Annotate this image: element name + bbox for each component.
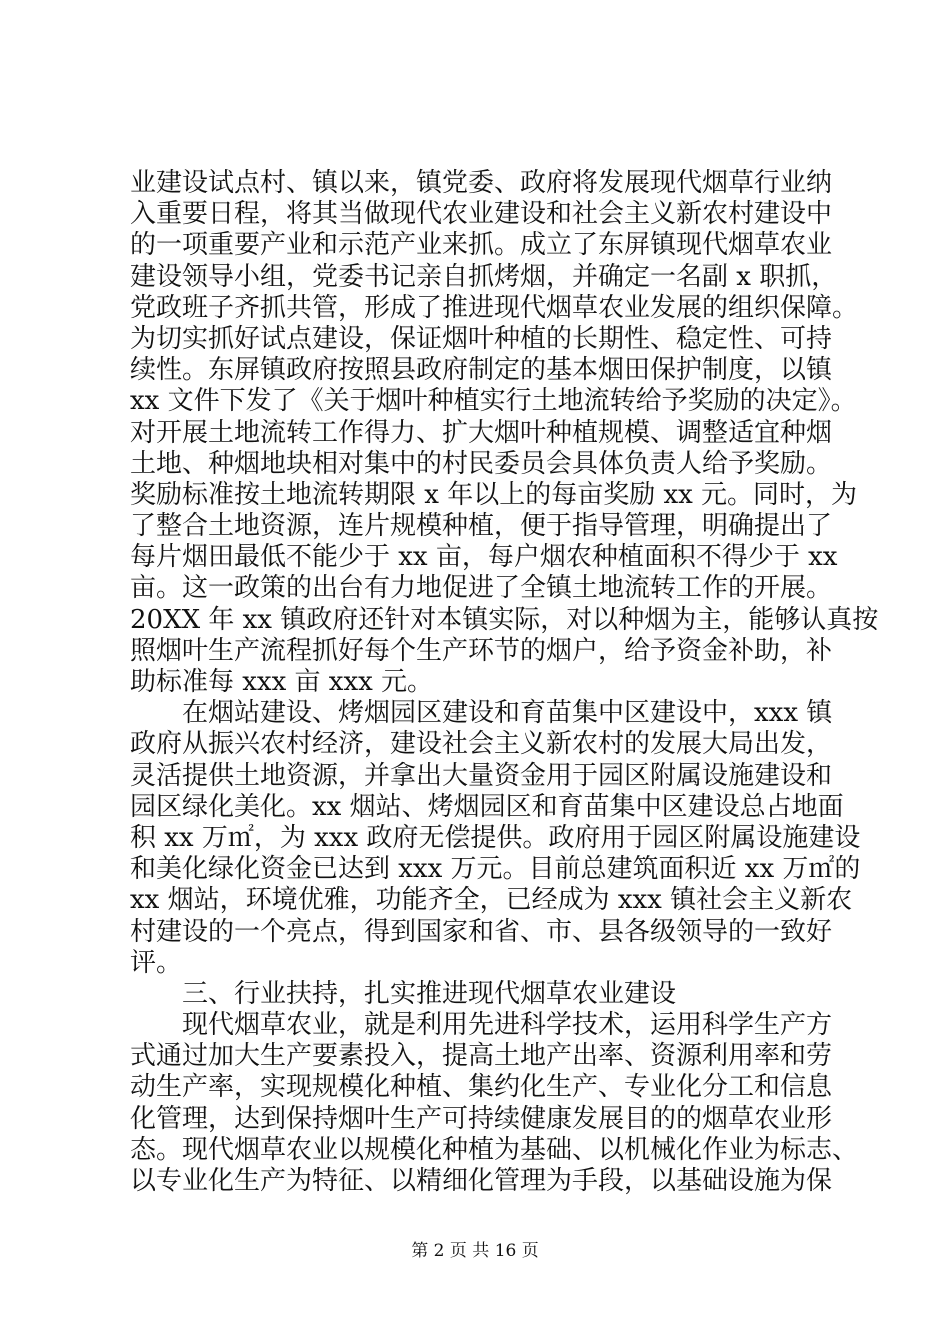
text-line: 积 xx 万㎡，为 xxx 政府无偿提供。政府用于园区附属设施建设: [130, 822, 861, 853]
text-line: 和美化绿化资金已达到 xxx 万元。目前总建筑面积近 xx 万㎡的: [130, 854, 861, 885]
paragraph-first-line: 在烟站建设、烤烟园区建设和育苗集中区建设中，xxx 镇: [182, 698, 833, 729]
text-line: 了整合土地资源，连片规模种植，便于指导管理，明确提出了: [130, 511, 833, 542]
text-line: 灵活提供土地资源，并拿出大量资金用于园区附属设施建设和: [130, 760, 833, 791]
page-number-footer: 第 2 页 共 16 页: [411, 1241, 539, 1261]
text-line: 业建设试点村、镇以来，镇党委、政府将发展现代烟草行业纳: [130, 168, 833, 198]
text-line: 土地、种烟地块相对集中的村民委员会具体负责人给予奖励。: [130, 448, 833, 479]
text-line: 20XX 年 xx 镇政府还针对本镇实际，对以种烟为主，能够认真按: [130, 604, 879, 635]
text-line: 入重要日程，将其当做现代农业建设和社会主义新农村建设中: [130, 199, 833, 230]
text-line: 为切实抓好试点建设，保证烟叶种植的长期性、稳定性、可持: [130, 323, 833, 354]
text-line: 化管理，达到保持烟叶生产可持续健康发展目的的烟草农业形: [130, 1103, 833, 1134]
text-line: 照烟叶生产流程抓好每个生产环节的烟户，给予资金补助，补: [130, 635, 833, 666]
text-line: xx 文件下发了《关于烟叶种植实行土地流转给予奖励的决定》。: [130, 386, 857, 417]
text-line: 的一项重要产业和示范产业来抓。成立了东屏镇现代烟草农业: [130, 230, 833, 261]
section-heading: 三、行业扶持，扎实推进现代烟草农业建设: [182, 978, 677, 1009]
text-line: 建设领导小组，党委书记亲自抓烤烟，并确定一名副 x 职抓，: [130, 261, 838, 292]
text-line: 村建设的一个亮点，得到国家和省、市、县各级领导的一致好: [130, 916, 833, 947]
text-line: 评。: [130, 947, 183, 978]
text-line: 对开展土地流转工作得力、扩大烟叶种植规模、调整适宜种烟: [130, 417, 833, 448]
text-line: 园区绿化美化。xx 烟站、烤烟园区和育苗集中区建设总占地面: [130, 791, 844, 822]
text-line: 每片烟田最低不能少于 xx 亩，每户烟农种植面积不得少于 xx: [130, 542, 838, 573]
text-line: xx 烟站，环境优雅，功能齐全，已经成为 xxx 镇社会主义新农: [130, 885, 853, 916]
text-line: 亩。这一政策的出台有力地促进了全镇土地流转工作的开展。: [130, 573, 833, 604]
text-line: 以专业化生产为特征、以精细化管理为手段，以基础设施为保: [130, 1166, 833, 1196]
text-line: 助标准每 xxx 亩 xxx 元。: [130, 667, 434, 697]
text-line: 奖励标准按土地流转期限 x 年以上的每亩奖励 xx 元。同时，为: [130, 479, 858, 510]
text-line: 态。现代烟草农业以规模化种植为基础、以机械化作业为标志、: [130, 1134, 859, 1165]
text-line: 式通过加大生产要素投入，提高土地产出率、资源利用率和劳: [130, 1041, 833, 1072]
text-line: 党政班子齐抓共管，形成了推进现代烟草农业发展的组织保障。: [130, 292, 859, 323]
body-text: [130, 168, 879, 1197]
text-line: 动生产率，实现规模化种植、集约化生产、专业化分工和信息: [130, 1072, 833, 1103]
text-line: 政府从振兴农村经济，建设社会主义新农村的发展大局出发，: [130, 729, 833, 760]
paragraph-first-line: 现代烟草农业，就是利用先进科学技术，运用科学生产方: [182, 1010, 833, 1041]
text-line: 续性。东屏镇政府按照县政府制定的基本烟田保护制度，以镇: [130, 355, 833, 386]
